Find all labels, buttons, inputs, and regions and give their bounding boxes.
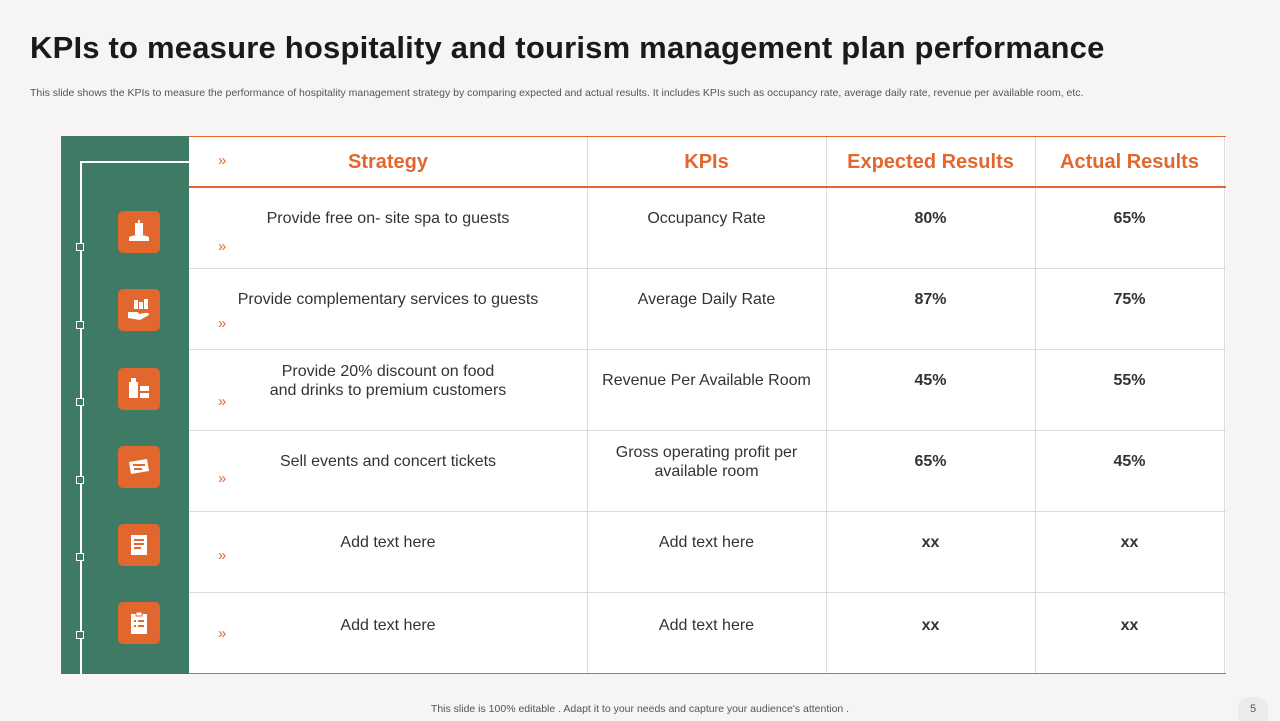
strategy-text: Provide free on- site spa to guests — [266, 210, 510, 227]
actual-value: 45% — [1113, 453, 1146, 470]
slide-subtitle: This slide shows the KPIs to measure the performance of hospitality management strategy by comparing expected and actual results. It includes KPIs such as occupancy rate, average daily rate, revenue per available room, etc. — [30, 87, 1084, 99]
kpi-table — [189, 136, 1226, 674]
kpi-text: Average Daily Rate — [637, 291, 776, 308]
clipboard-icon — [118, 602, 160, 644]
chevron-right-icon: » — [218, 547, 227, 564]
actual-value: xx — [1120, 534, 1139, 551]
actual-value: 55% — [1113, 372, 1146, 389]
document-icon — [118, 524, 160, 566]
actual-value: 75% — [1113, 291, 1146, 308]
chevron-right-icon: » — [218, 393, 227, 410]
kpi-text-line2: available room — [654, 462, 759, 480]
expected-value: 45% — [914, 372, 947, 389]
chevron-right-icon: » — [218, 152, 227, 169]
kpi-text: Add text here — [658, 534, 755, 551]
chevron-right-icon: » — [218, 238, 227, 255]
actual-value: 65% — [1113, 210, 1146, 227]
ticket-icon — [118, 446, 160, 488]
expected-value: xx — [921, 534, 940, 551]
kpi-text: Gross operating profit per — [615, 443, 798, 461]
slide-title: KPIs to measure hospitality and tourism management plan performance — [30, 30, 1105, 65]
timeline-node — [76, 476, 84, 484]
expected-value: 65% — [914, 453, 947, 470]
timeline-node — [76, 398, 84, 406]
table-row-strategy — [189, 178, 587, 259]
timeline-node — [76, 631, 84, 639]
slide-footer: This slide is 100% editable . Adapt it to your needs and capture your audience's attention . — [430, 703, 850, 715]
chevron-right-icon: » — [218, 315, 227, 332]
strategy-text-line2: and drinks to premium customers — [269, 381, 507, 399]
table-row-strategy — [189, 340, 587, 421]
expected-value: 80% — [914, 210, 947, 227]
kpi-text: Revenue Per Available Room — [602, 372, 811, 389]
timeline-node — [76, 321, 84, 329]
header-kpis: KPIs — [684, 150, 729, 173]
spa-candle-icon — [118, 211, 160, 253]
strategy-text: Add text here — [340, 534, 436, 551]
kpi-text: Add text here — [658, 617, 755, 634]
chevron-right-icon: » — [218, 625, 227, 642]
strategy-text: Provide 20% discount on food — [281, 362, 495, 380]
food-drink-icon — [118, 368, 160, 410]
chevron-right-icon: » — [218, 470, 227, 487]
expected-value: xx — [921, 617, 940, 634]
timeline-horizontal-line — [80, 161, 190, 163]
strategy-text: Provide complementary services to guests — [237, 291, 539, 308]
hand-hotel-icon — [118, 289, 160, 331]
timeline-node — [76, 553, 84, 561]
actual-value: xx — [1120, 617, 1139, 634]
strategy-text: Sell events and concert tickets — [279, 453, 497, 470]
header-actual-results: Actual Results — [1060, 150, 1199, 173]
header-expected-results: Expected Results — [847, 150, 1014, 173]
table-row-kpi — [587, 421, 826, 502]
kpi-text: Occupancy Rate — [647, 210, 766, 227]
timeline-node — [76, 243, 84, 251]
timeline-vertical-line — [80, 162, 82, 674]
header-strategy: Strategy — [347, 150, 429, 173]
page-number: 5 — [1238, 697, 1268, 721]
strategy-text: Add text here — [340, 617, 436, 634]
expected-value: 87% — [914, 291, 947, 308]
